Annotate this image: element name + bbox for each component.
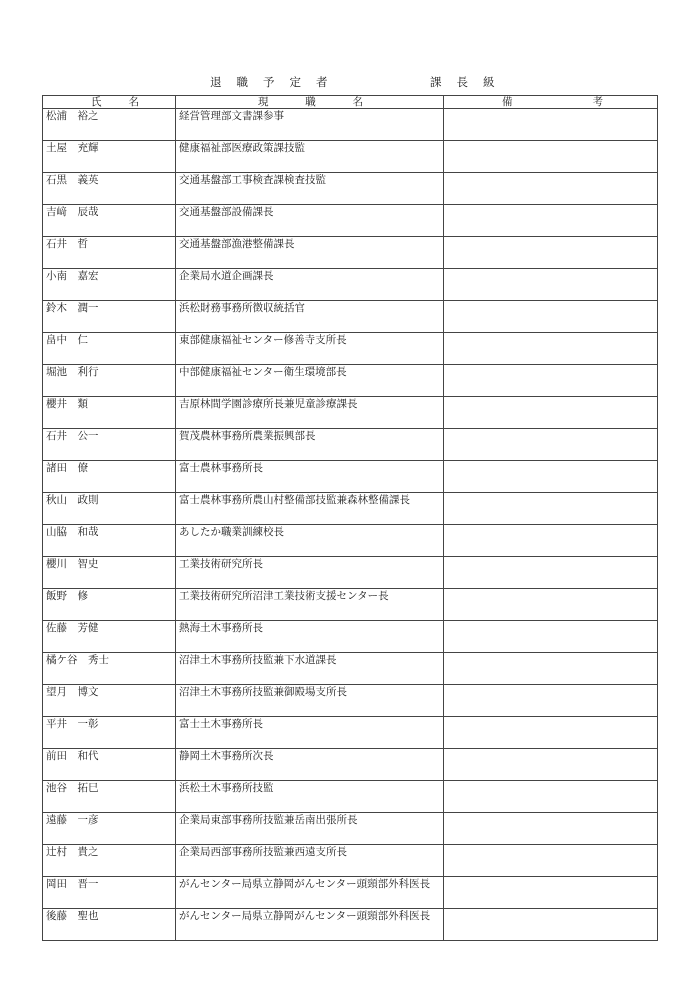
row-name-cell: 後藤 聖也 bbox=[43, 909, 176, 941]
row-position-cell: 賀茂農林事務所農業振興部長 bbox=[176, 429, 444, 461]
row-name-cell: 堀池 利行 bbox=[43, 365, 176, 397]
row-note-cell bbox=[444, 685, 658, 717]
table-row bbox=[43, 877, 658, 909]
table-row bbox=[43, 301, 658, 333]
row-position-cell: 交通基盤部工事検査課検査技監 bbox=[176, 173, 444, 205]
table-header-row bbox=[43, 96, 658, 109]
row-position-cell: 浜松財務事務所徴収統括官 bbox=[176, 301, 444, 333]
table-row bbox=[43, 205, 658, 237]
document-title: 退 職 予 定 者 bbox=[210, 75, 328, 89]
row-note-cell bbox=[444, 749, 658, 781]
row-note-cell bbox=[444, 397, 658, 429]
row-name-cell: 小南 嘉宏 bbox=[43, 269, 176, 301]
header-note: 備 考 bbox=[444, 96, 658, 109]
row-name-cell: 石井 哲 bbox=[43, 237, 176, 269]
row-position-cell: 中部健康福祉センター衛生環境部長 bbox=[176, 365, 444, 397]
row-position-cell: 企業局東部事務所技監兼岳南出張所長 bbox=[176, 813, 444, 845]
row-position-cell: 沼津土木事務所技監兼御殿場支所長 bbox=[176, 685, 444, 717]
table-body bbox=[43, 109, 658, 941]
row-name-cell: 望月 博文 bbox=[43, 685, 176, 717]
header-name: 氏 名 bbox=[43, 96, 176, 109]
row-position-cell: 工業技術研究所沼津工業技術支援センター長 bbox=[176, 589, 444, 621]
row-name-cell: 土屋 充輝 bbox=[43, 141, 176, 173]
row-name-cell: 池谷 拓巳 bbox=[43, 781, 176, 813]
row-name-cell: 松浦 裕之 bbox=[43, 109, 176, 141]
row-name-cell: 諸田 僚 bbox=[43, 461, 176, 493]
row-name-cell: 櫻川 智史 bbox=[43, 557, 176, 589]
row-name-cell: 平井 一彰 bbox=[43, 717, 176, 749]
row-position-cell: 交通基盤部設備課長 bbox=[176, 205, 444, 237]
row-position-cell: 吉原林間学園診療所長兼児童診療課長 bbox=[176, 397, 444, 429]
table-row bbox=[43, 813, 658, 845]
row-note-cell bbox=[444, 621, 658, 653]
row-note-cell bbox=[444, 653, 658, 685]
row-name-cell: 遠藤 一彦 bbox=[43, 813, 176, 845]
row-name-cell: 石黒 義英 bbox=[43, 173, 176, 205]
table-row bbox=[43, 461, 658, 493]
table-row bbox=[43, 781, 658, 813]
row-note-cell bbox=[444, 269, 658, 301]
table-row bbox=[43, 845, 658, 877]
row-note-cell bbox=[444, 429, 658, 461]
table-row bbox=[43, 269, 658, 301]
table-row bbox=[43, 429, 658, 461]
row-position-cell: 東部健康福祉センター修善寺支所長 bbox=[176, 333, 444, 365]
row-position-cell: 交通基盤部漁港整備課長 bbox=[176, 237, 444, 269]
document-title-bar bbox=[0, 74, 700, 90]
row-note-cell bbox=[444, 909, 658, 941]
table-row bbox=[43, 493, 658, 525]
row-position-cell: 工業技術研究所長 bbox=[176, 557, 444, 589]
row-name-cell: 前田 和代 bbox=[43, 749, 176, 781]
row-name-cell: 秋山 政則 bbox=[43, 493, 176, 525]
row-note-cell bbox=[444, 813, 658, 845]
table-row bbox=[43, 365, 658, 397]
table-row bbox=[43, 749, 658, 781]
row-note-cell bbox=[444, 525, 658, 557]
row-position-cell: 静岡土木事務所次長 bbox=[176, 749, 444, 781]
table-row bbox=[43, 621, 658, 653]
table-row bbox=[43, 653, 658, 685]
row-position-cell: がんセンター局県立静岡がんセンター頭頸部外科医長 bbox=[176, 877, 444, 909]
row-name-cell: 岡田 晋一 bbox=[43, 877, 176, 909]
table-row bbox=[43, 557, 658, 589]
row-position-cell: 沼津土木事務所技監兼下水道課長 bbox=[176, 653, 444, 685]
row-note-cell bbox=[444, 237, 658, 269]
row-note-cell bbox=[444, 493, 658, 525]
retirement-roster-table bbox=[42, 95, 658, 941]
row-position-cell: 富士土木事務所長 bbox=[176, 717, 444, 749]
row-position-cell: 経営管理部文書課参事 bbox=[176, 109, 444, 141]
row-position-cell: 健康福祉部医療政策課技監 bbox=[176, 141, 444, 173]
row-position-cell: あしたか職業訓練校長 bbox=[176, 525, 444, 557]
table-row bbox=[43, 589, 658, 621]
row-note-cell bbox=[444, 877, 658, 909]
row-note-cell bbox=[444, 205, 658, 237]
row-position-cell: 浜松土木事務所技監 bbox=[176, 781, 444, 813]
row-note-cell bbox=[444, 333, 658, 365]
row-name-cell: 飯野 修 bbox=[43, 589, 176, 621]
row-name-cell: 吉﨑 辰哉 bbox=[43, 205, 176, 237]
row-position-cell: 企業局西部事務所技監兼西遠支所長 bbox=[176, 845, 444, 877]
row-name-cell: 橘ケ谷 秀士 bbox=[43, 653, 176, 685]
row-note-cell bbox=[444, 365, 658, 397]
row-name-cell: 鈴木 潤一 bbox=[43, 301, 176, 333]
row-name-cell: 佐藤 芳健 bbox=[43, 621, 176, 653]
table-row bbox=[43, 909, 658, 941]
row-position-cell: がんセンター局県立静岡がんセンター頭頸部外科医長 bbox=[176, 909, 444, 941]
row-note-cell bbox=[444, 141, 658, 173]
row-position-cell: 熱海土木事務所長 bbox=[176, 621, 444, 653]
document-grade: 課 長 級 bbox=[430, 75, 495, 89]
row-note-cell bbox=[444, 173, 658, 205]
table-row bbox=[43, 397, 658, 429]
row-position-cell: 富士農林事務所長 bbox=[176, 461, 444, 493]
table-row bbox=[43, 237, 658, 269]
row-name-cell: 山脇 和哉 bbox=[43, 525, 176, 557]
header-position: 現 職 名 bbox=[176, 96, 444, 109]
row-note-cell bbox=[444, 301, 658, 333]
table-row bbox=[43, 109, 658, 141]
table-row bbox=[43, 685, 658, 717]
row-name-cell: 櫻井 類 bbox=[43, 397, 176, 429]
row-note-cell bbox=[444, 589, 658, 621]
row-name-cell: 畠中 仁 bbox=[43, 333, 176, 365]
table-row bbox=[43, 525, 658, 557]
row-name-cell: 石井 公一 bbox=[43, 429, 176, 461]
table-row bbox=[43, 173, 658, 205]
table-row bbox=[43, 333, 658, 365]
row-note-cell bbox=[444, 557, 658, 589]
row-note-cell bbox=[444, 717, 658, 749]
row-position-cell: 富士農林事務所農山村整備部技監兼森林整備課長 bbox=[176, 493, 444, 525]
row-note-cell bbox=[444, 845, 658, 877]
table-row bbox=[43, 141, 658, 173]
row-name-cell: 辻村 貴之 bbox=[43, 845, 176, 877]
table-row bbox=[43, 717, 658, 749]
row-note-cell bbox=[444, 109, 658, 141]
row-note-cell bbox=[444, 781, 658, 813]
row-position-cell: 企業局水道企画課長 bbox=[176, 269, 444, 301]
row-note-cell bbox=[444, 461, 658, 493]
